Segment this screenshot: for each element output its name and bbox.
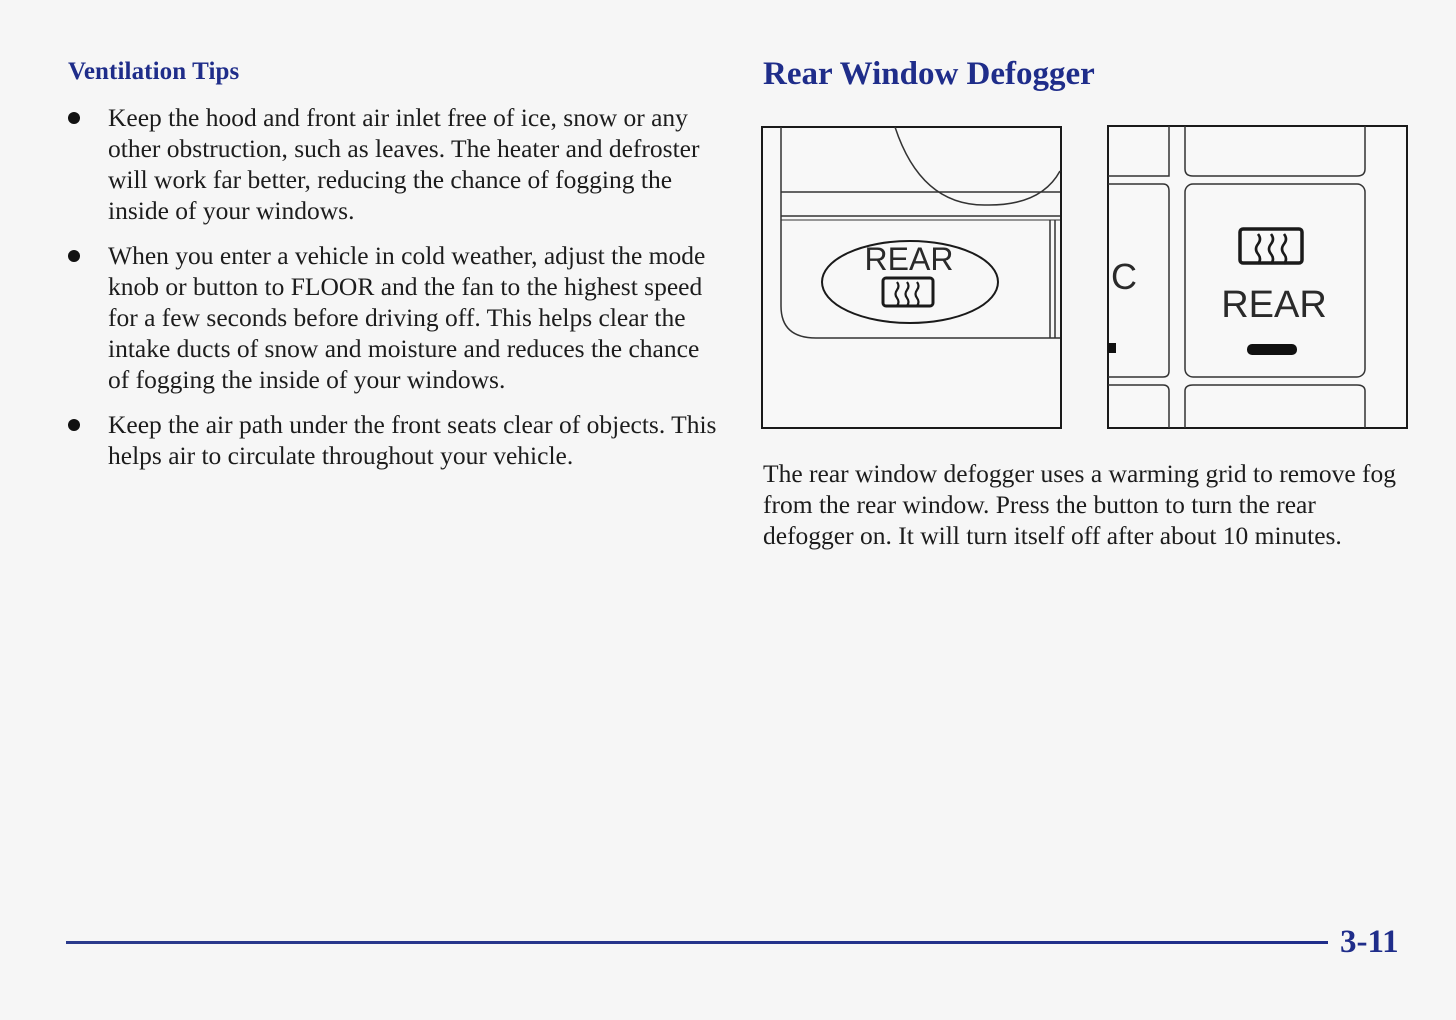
page-number: 3-11 xyxy=(1340,924,1399,960)
indicator-light xyxy=(1247,344,1297,355)
ventilation-section xyxy=(68,58,718,485)
list-item xyxy=(68,240,718,395)
list-item xyxy=(68,409,718,471)
footer-divider xyxy=(66,941,1328,944)
defogger-heading: Rear Window Defogger xyxy=(763,56,1095,92)
tip-text: When you enter a vehicle in cold weather, adjust the mode knob or button to FLOOR and the fan to the highest speed for a few seconds before driving off. This helps clear the intake ducts of snow and moisture and reduces the chance of fogging the inside of your windows. xyxy=(108,241,706,394)
bullet-icon xyxy=(68,419,80,431)
rear-button-label: REAR xyxy=(864,241,954,277)
defogger-description: The rear window defogger uses a warming grid to remove fog from the rear window. Press the button to turn the rear defogger on. It will turn itself off after about 10 minutes. xyxy=(763,459,1397,550)
bullet-icon xyxy=(68,250,80,262)
side-button-letter: C xyxy=(1111,256,1137,297)
defogger-section xyxy=(763,56,1413,93)
defogger-button-illustration-a xyxy=(761,126,1063,430)
tip-text: Keep the hood and front air inlet free of ice, snow or any other obstruction, such as leaves. The heater and defroster will work far better, reducing the chance of fogging the inside of your windows. xyxy=(108,103,700,225)
defogger-button-illustration-b xyxy=(1107,125,1409,430)
bullet-icon xyxy=(68,112,80,124)
tip-text: Keep the air path under the front seats clear of objects. This helps air to circulate throughout your vehicle. xyxy=(108,410,717,470)
ventilation-heading: Ventilation Tips xyxy=(68,58,240,85)
ventilation-tips-list xyxy=(68,102,718,471)
rear-button-label: REAR xyxy=(1221,284,1327,326)
list-item xyxy=(68,102,718,226)
